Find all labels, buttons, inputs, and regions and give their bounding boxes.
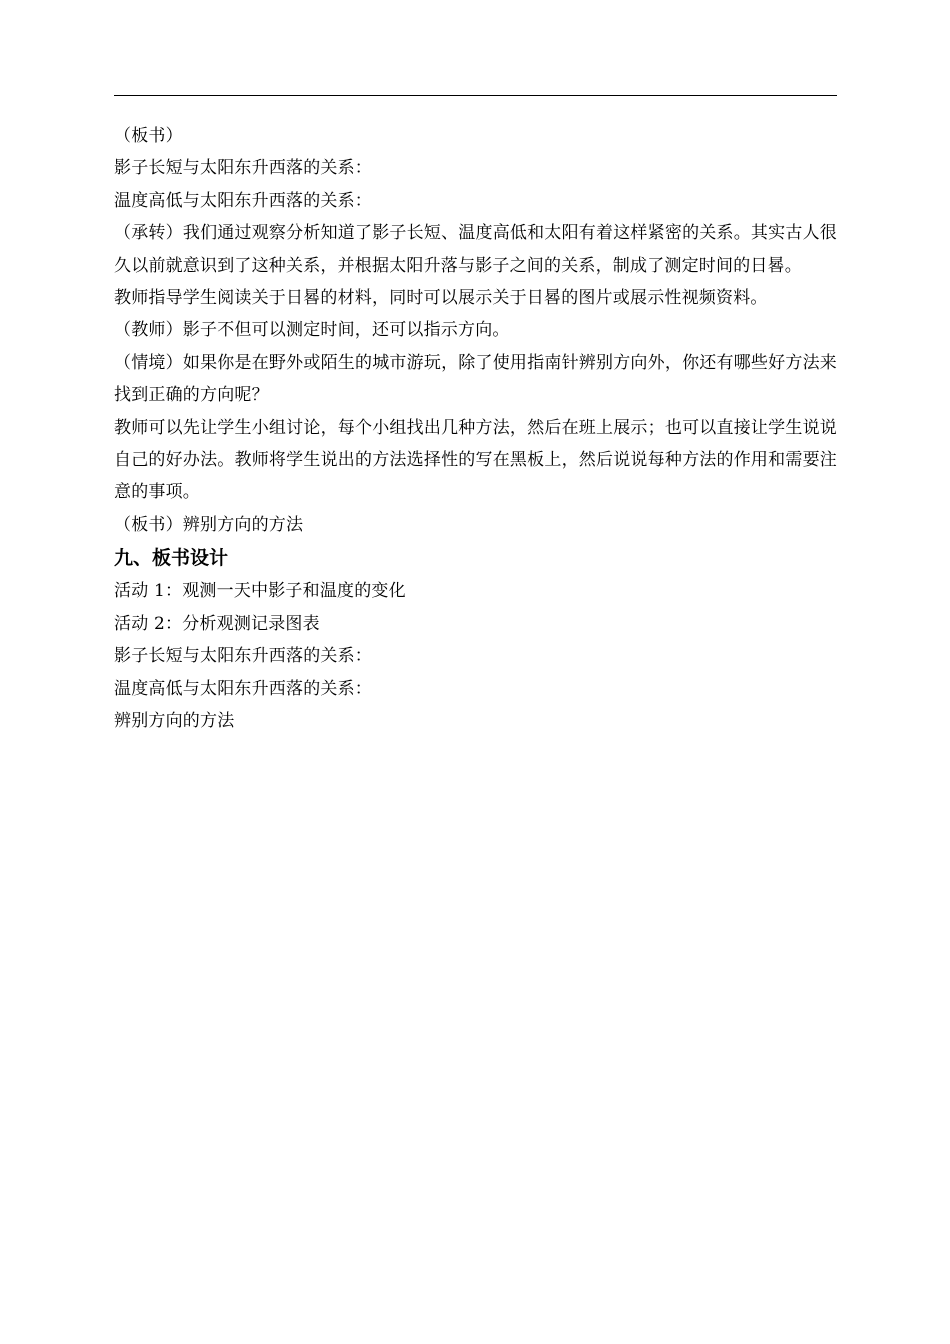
board-note: （板书） [114, 126, 183, 146]
temperature-relation-line: 温度高低与太阳东升西落的关系： [114, 190, 372, 211]
section-heading-board-design: 九、板书设计 [114, 547, 229, 570]
transition-paragraph: （承转）我们通过观察分析知道了影子长短、温度高低和太阳有着这样紧密的关系。其实古人很久以前就意识到了这种关系，并根据太阳升落与影子之间的关系，制成了测定时间的日晷。 [114, 223, 837, 276]
board-item-direction-methods: 辨别方向的方法 [114, 710, 235, 731]
scenario-paragraph: （情境）如果你是在野外或陌生的城市游玩，除了使用指南针辨别方向外，你还有哪些好方法来找到正确的方向呢？ [114, 352, 837, 406]
board-item-activity-2: 活动 2：分析观测记录图表 [114, 613, 320, 634]
shadow-relation-line: 影子长短与太阳东升西落的关系： [114, 158, 372, 179]
board-item-shadow-relation: 影子长短与太阳东升西落的关系： [114, 646, 372, 667]
teacher-paragraph: （教师）影子不但可以测定时间，还可以指示方向。 [114, 320, 510, 341]
direction-methods-note: （板书）辨别方向的方法 [114, 514, 304, 535]
board-item-activity-1: 活动 1：观测一天中影子和温度的变化 [114, 581, 406, 602]
sundial-reading-paragraph: 教师指导学生阅读关于日晷的材料，同时可以展示关于日晷的图片或展示性视频资料。 [114, 288, 768, 309]
discussion-paragraph: 教师可以先让学生小组讨论，每个小组找出几种方法，然后在班上展示；也可以直接让学生说说自己的好办法。教师将学生说出的方法选择性的写在黑板上，然后说说每种方法的作用和需要注意的事项。 [114, 417, 837, 503]
document-body [114, 120, 837, 737]
board-item-temperature-relation: 温度高低与太阳东升西落的关系： [114, 678, 372, 699]
header-rule [114, 95, 837, 96]
